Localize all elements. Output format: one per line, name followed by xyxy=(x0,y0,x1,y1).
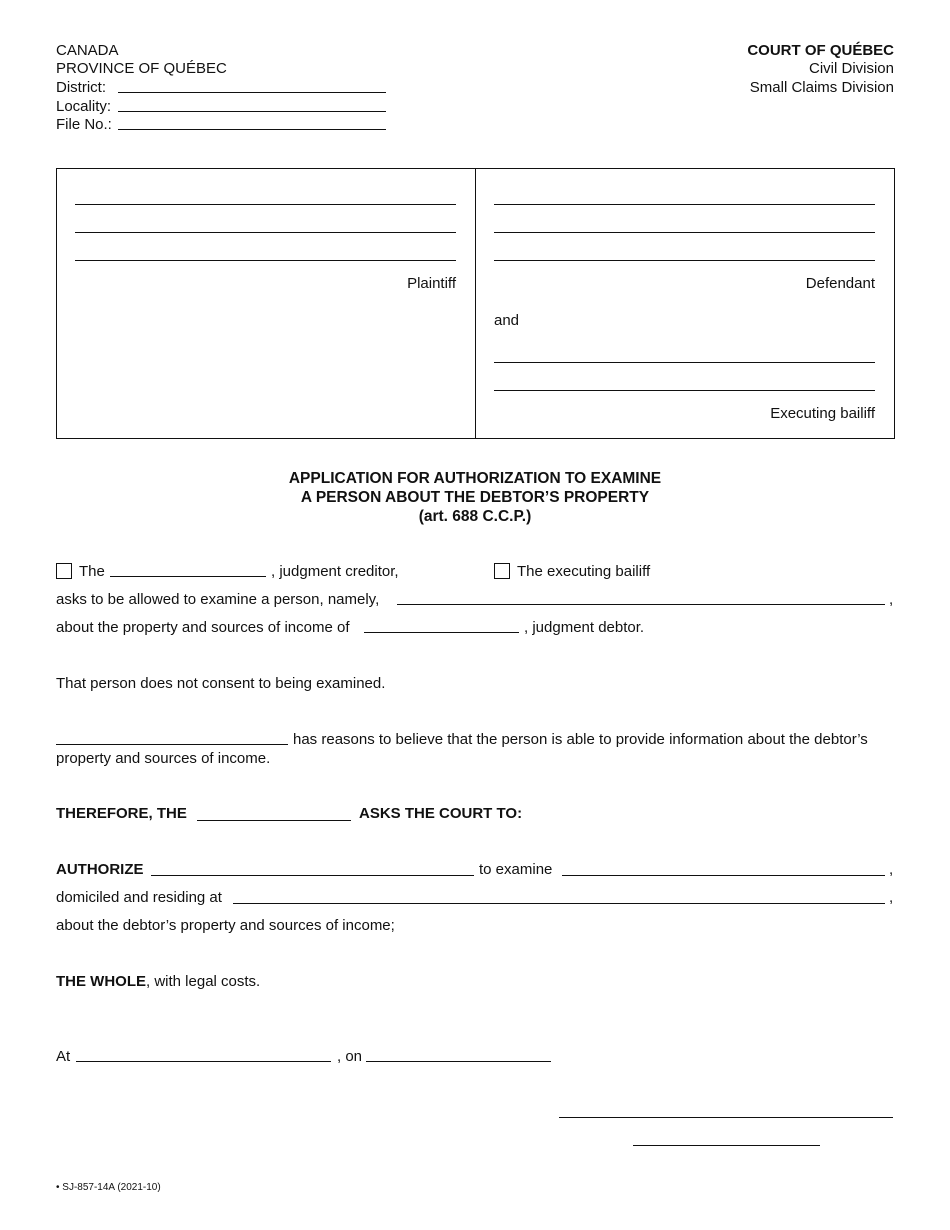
judgment-debtor-field[interactable] xyxy=(364,632,519,633)
bailiff-field-line-2[interactable] xyxy=(494,390,875,391)
plaintiff-field-line-3[interactable] xyxy=(75,260,456,261)
file-number-field[interactable] xyxy=(118,129,386,130)
district-label: District: xyxy=(56,79,106,96)
asks-court-label: ASKS THE COURT TO: xyxy=(359,805,523,822)
division-label: Civil Division xyxy=(808,60,894,77)
to-examine-label: to examine xyxy=(479,861,553,878)
asks-examine-text: asks to be allowed to examine a person, namely, xyxy=(56,591,380,608)
therefore-label: THEREFORE, THE xyxy=(56,805,187,822)
not-consent-text: That person does not consent to being examined. xyxy=(56,675,386,692)
plaintiff-field-line-1[interactable] xyxy=(75,204,456,205)
defendant-field-line-2[interactable] xyxy=(494,232,875,233)
judgment-creditor-field[interactable] xyxy=(110,576,266,577)
locality-label: Locality: xyxy=(56,98,112,115)
executing-bailiff-label: The executing bailiff xyxy=(517,563,651,580)
bailiff-field-line-1[interactable] xyxy=(494,362,875,363)
defendant-field-line-1[interactable] xyxy=(494,204,875,205)
authorize-party-field[interactable] xyxy=(151,875,474,876)
defendant-field-line-3[interactable] xyxy=(494,260,875,261)
property-sources-text: property and sources of income. xyxy=(56,750,271,767)
bailiff-label: Executing bailiff xyxy=(770,405,875,422)
comma-3: , xyxy=(889,889,894,906)
place-field[interactable] xyxy=(76,1061,331,1062)
person-name-field[interactable] xyxy=(397,604,885,605)
date-field[interactable] xyxy=(366,1061,551,1062)
address-field[interactable] xyxy=(233,903,885,904)
defendant-label: Defendant xyxy=(805,275,875,292)
form-title-article: (art. 688 C.C.P.) xyxy=(418,508,532,525)
signature-field[interactable] xyxy=(559,1117,893,1118)
about-property-text: about the property and sources of income of xyxy=(56,619,350,636)
district-field[interactable] xyxy=(118,92,386,93)
form-title-line-1: APPLICATION FOR AUTHORIZATION TO EXAMINE xyxy=(288,470,662,487)
judgment-creditor-label: , judgment creditor, xyxy=(271,563,399,580)
judgment-debtor-label: , judgment debtor. xyxy=(524,619,645,636)
the-whole-text xyxy=(56,973,260,991)
examinee-field[interactable] xyxy=(562,875,885,876)
and-label: and xyxy=(494,312,520,329)
country-label: CANADA xyxy=(56,42,119,59)
believer-field[interactable] xyxy=(56,744,288,745)
authorize-label: AUTHORIZE xyxy=(56,861,144,878)
locality-field[interactable] xyxy=(118,111,386,112)
the-whole-label: THE WHOLE xyxy=(56,973,146,990)
plaintiff-field-line-2[interactable] xyxy=(75,232,456,233)
court-name: COURT OF QUÉBEC xyxy=(747,42,894,59)
plaintiff-label: Plaintiff xyxy=(407,275,456,292)
on-label: , on xyxy=(337,1048,363,1065)
comma-2: , xyxy=(889,861,894,878)
signatory-field[interactable] xyxy=(633,1145,820,1146)
executing-bailiff-checkbox[interactable] xyxy=(494,563,510,579)
therefore-party-field[interactable] xyxy=(197,820,351,821)
form-code: • SJ-857-14A (2021-10) xyxy=(56,1182,161,1193)
judgment-creditor-checkbox[interactable] xyxy=(56,563,72,579)
file-number-label: File No.: xyxy=(56,116,112,133)
domiciled-label: domiciled and residing at xyxy=(56,889,222,906)
comma-1: , xyxy=(889,591,894,608)
parties-divider xyxy=(475,168,476,439)
has-reasons-text: has reasons to believe that the person is able to provide information about the debtor’s xyxy=(293,731,868,748)
form-title-line-2: A PERSON ABOUT THE DEBTOR’S PROPERTY xyxy=(300,489,650,506)
legal-costs-label: , with legal costs. xyxy=(146,973,261,990)
province-label: PROVINCE OF QUÉBEC xyxy=(56,60,227,77)
subdivision-label: Small Claims Division xyxy=(749,79,894,96)
the-label: The xyxy=(79,563,105,580)
about-debtor-text: about the debtor’s property and sources of income; xyxy=(56,917,395,934)
at-label: At xyxy=(56,1048,71,1065)
